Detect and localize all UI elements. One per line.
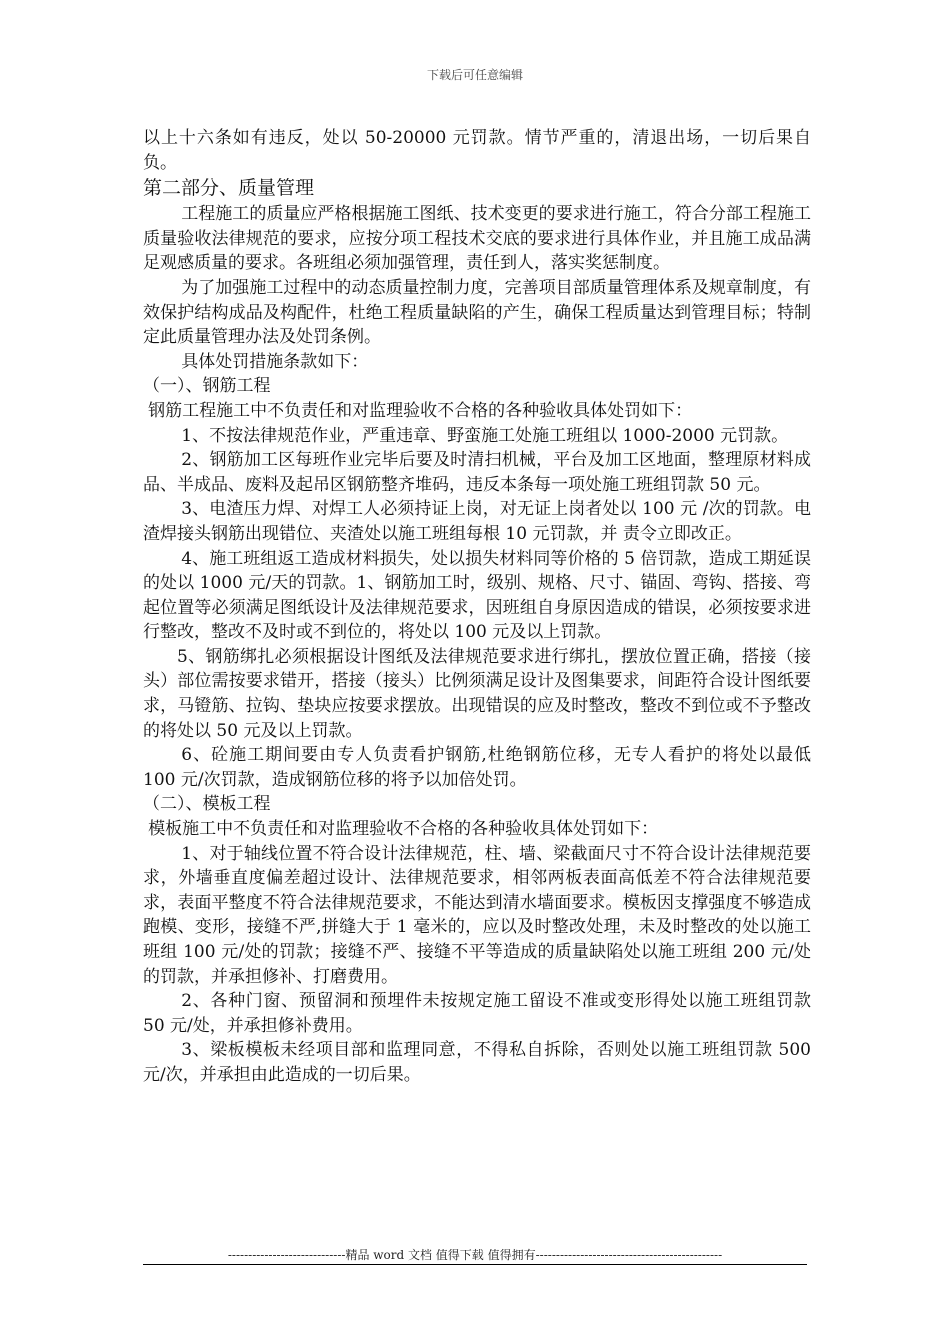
paragraph-quality-purpose: 为了加强施工过程中的动态质量控制力度，完善项目部质量管理体系及规章制度，有效保护结构成品及构配件，杜绝工程质量缺陷的产生，确保工程质量达到管理目标；特制定此质量管理办法及处罚条例。	[143, 277, 811, 348]
paragraph-penalty-list-intro: 具体处罚措施条款如下：	[181, 351, 369, 372]
formwork-item-1: 1、对于轴线位置不符合设计法律规范，柱、墙、梁截面尺寸不符合设计法律规范要求，外墙垂直度偏差超过设计、法律规范要求，相邻两板表面高低差不符合法律规范要求，表面平整度不符合法律规范要求，不能达到清水墙面要求。模板因支撑强度不够造成跑模、变形，接缝不严,拼缝大于 1 毫米的，应以及时整改处理，未及时整改的处以施工班组 100 元/处的罚款；接缝不严、接缝不平等造成的质量缺陷处以施工班组 200 元/处的罚款，并承担修补、打磨费用。	[143, 843, 811, 987]
rebar-item-1: 1、不按法律规范作业，严重违章、野蛮施工处施工班组以 1000-2000 元罚款。	[181, 425, 789, 446]
document-body	[143, 126, 811, 1088]
paragraph-formwork-intro: 模板施工中不负责任和对监理验收不合格的各种验收具体处罚如下：	[148, 819, 659, 840]
subheading-formwork: （二）、模板工程	[143, 794, 271, 815]
rebar-item-2: 2、钢筋加工区每班作业完毕后要及时清扫机械，平台及加工区地面，整理原材料成品、半成品、废料及起吊区钢筋整齐堆码，违反本条每一项处施工班组罚款 50 元。	[143, 450, 811, 495]
page-header: 下载后可任意编辑	[426, 68, 523, 82]
footer-divider	[143, 1264, 807, 1265]
rebar-item-5: 5、钢筋绑扎必须根据设计图纸及法律规范要求进行绑扎，摆放位置正确，搭接（接头）部位需按要求错开，搭接（接头）比例须满足设计及图集要求，间距符合设计图纸要求，马镫筋、拉钩、垫块应按要求摆放。出现错误的应及时整改，整改不到位或不予整改的将处以 50 元及以上罚款。	[143, 646, 811, 741]
rebar-item-6: 6、砼施工期间要由专人负责看护钢筋,杜绝钢筋位移，无专人看护的将处以最低 100 元/次罚款，造成钢筋位移的将予以加倍处罚。	[143, 745, 811, 790]
formwork-item-2: 2、各种门窗、预留洞和预埋件未按规定施工留设不准或变形得处以施工班组罚款 50 元/处，并承担修补费用。	[143, 991, 811, 1036]
section-heading-quality: 第二部分、质量管理	[143, 177, 315, 200]
formwork-item-3: 3、梁板模板未经项目部和监理同意，不得私自拆除，否则处以施工班组罚款 500 元/次，并承担由此造成的一切后果。	[143, 1040, 811, 1085]
page-footer: -----------------------------精品 word 文档 值得下载 值得拥有----------------------------------------------	[227, 1248, 723, 1262]
rebar-item-3: 3、电渣压力焊、对焊工人必须持证上岗，对无证上岗者处以 100 元 /次的罚款。电渣焊接头钢筋出现错位、夹渣处以施工班组每根 10 元罚款，并 责令立即改正。	[143, 499, 811, 544]
paragraph-rebar-intro: 钢筋工程施工中不负责任和对监理验收不合格的各种验收具体处罚如下：	[148, 400, 693, 421]
paragraph-quality-intro: 工程施工的质量应严格根据施工图纸、技术变更的要求进行施工，符合分部工程施工质量验收法律规范的要求，应按分项工程技术交底的要求进行具体作业，并且施工成品满足观感质量的要求。各班组必须加强管理，责任到人，落实奖惩制度。	[143, 204, 811, 274]
rebar-item-4: 4、施工班组返工造成材料损失，处以损失材料同等价格的 5 倍罚款，造成工期延误的处以 1000 元/天的罚款。1、钢筋加工时，级别、规格、尺寸、锚固、弯钩、搭接、弯起位置等必须满足图纸设计及法律规范要求，因班组自身原因造成的错误，必须按要求进行整改，整改不及时或不到位的，将处以 100 元及以上罚款。	[143, 548, 811, 643]
subheading-rebar: （一）、钢筋工程	[143, 376, 271, 397]
paragraph-penalty-summary: 以上十六条如有违反，处以 50-20000 元罚款。情节严重的，清退出场，一切后果自负。	[143, 128, 811, 173]
